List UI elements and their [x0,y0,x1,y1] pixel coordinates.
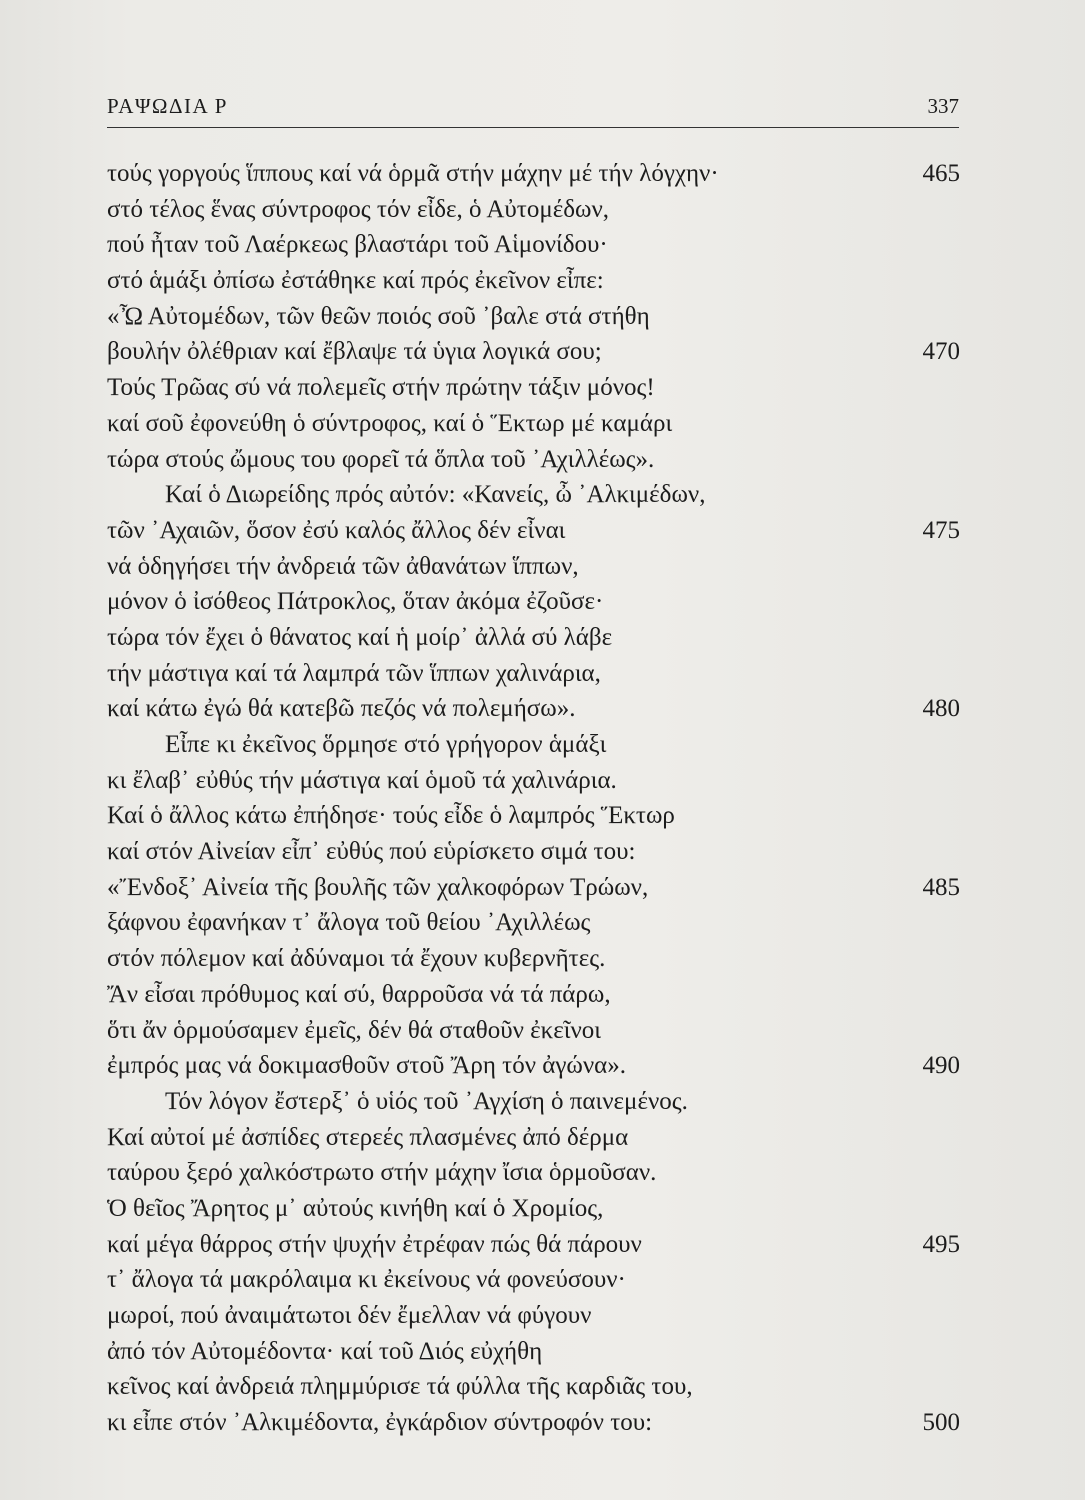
verse-line [107,763,960,799]
header-rule [107,127,959,128]
verse-line [107,334,960,370]
verse-text: Ὁ θεῖος Ἄρητος μ᾿ αὐτούς κινήθη καί ὁ Χρομίος, [107,1194,604,1222]
verse-text: καί μέγα θάρρος στήν ψυχήν ἐτρέφαν πώς θά πάρουν [107,1230,642,1258]
running-head: ΡΑΨΩΔΙΑ Ρ [107,94,228,118]
verse-text: ἀπό τόν Αὐτομέδοντα· καί τοῦ Διός εὐχήθη [107,1337,543,1365]
verse-line [107,406,960,442]
verse-line [107,1369,960,1405]
verse-text: ξάφνου ἐφανήκαν τ᾿ ἄλογα τοῦ θείου ᾿Αχιλλέως [107,909,591,937]
verse-text: πού ἦταν τοῦ Λαέρκεως βλαστάρι τοῦ Αἱμονίδου· [107,231,608,259]
verse-line [107,1155,960,1191]
verse-line [107,1120,960,1156]
verse-line [107,1298,960,1334]
verse-text: κι εἶπε στόν ᾿Αλκιμέδοντα, ἐγκάρδιον σύντροφόν του: [107,1409,653,1437]
verse-text: κι ἔλαβ᾿ εὐθύς τήν μάστιγα καί ὁμοῦ τά χαλινάρια. [107,766,617,794]
verse-block [107,156,960,1441]
line-number: 500 [922,1409,960,1437]
verse-line [107,1191,960,1227]
verse-line [107,941,960,977]
verse-line [107,1227,960,1263]
verse-line [107,513,960,549]
line-number: 495 [922,1230,960,1258]
verse-text: στό τέλος ἕνας σύντροφος τόν εἶδε, ὁ Αὐτομέδων, [107,195,610,223]
verse-text: Τούς Τρῶας σύ νά πολεμεῖς στήν πρώτην τάξιν μόνος! [107,374,655,402]
verse-line [107,227,960,263]
verse-text: τώρα στούς ὤμους του φορεῖ τά ὅπλα τοῦ ᾿Αχιλλέως». [107,445,655,473]
verse-text: Καί ὁ ἄλλος κάτω ἐπήδησε· τούς εἶδε ὁ λαμπρός Ἕκτωρ [107,802,675,830]
verse-line [107,620,960,656]
verse-text: ταύρου ξερό χαλκόστρωτο στήν μάχην ἴσια ὁρμοῦσαν. [107,1159,657,1187]
verse-line [107,477,960,513]
verse-line [107,834,960,870]
verse-line [107,1013,960,1049]
verse-line [107,1405,960,1441]
verse-line [107,370,960,406]
verse-line [107,1084,960,1120]
verse-line [107,263,960,299]
verse-line [107,192,960,228]
verse-line [107,905,960,941]
verse-text: καί σοῦ ἐφονεύθη ὁ σύντροφος, καί ὁ Ἕκτωρ μέ καμάρι [107,409,673,437]
verse-text: καί κάτω ἐγώ θά κατεβῶ πεζός νά πολεμήσω». [107,695,576,723]
verse-line [107,1048,960,1084]
verse-text: μωροί, πού ἀναιμάτωτοι δέν ἔμελλαν νά φύγουν [107,1302,592,1329]
page-number: 337 [927,94,959,118]
verse-line [107,656,960,692]
verse-text: καί στόν Αἰνείαν εἶπ᾿ εὐθύς πού εὑρίσκετο σιμά του: [107,838,636,866]
line-number: 475 [922,516,960,544]
verse-text: στό ἁμάξι ὀπίσω ἐστάθηκε καί πρός ἐκεῖνον εἶπε: [107,267,604,295]
verse-line [107,727,960,763]
line-number: 470 [922,338,960,366]
verse-line [107,299,960,335]
verse-text: τήν μάστιγα καί τά λαμπρά τῶν ἵππων χαλινάρια, [107,659,601,687]
verse-line [107,691,960,727]
verse-text: Εἶπε κι ἐκεῖνος ὅρμησε στό γρήγορον ἁμάξι [165,731,607,758]
line-number: 485 [922,873,960,901]
verse-text: «Ὦ Αὐτομέδων, τῶν θεῶν ποιός σοῦ ᾿βαλε στά στήθη [107,302,650,330]
verse-text: τ᾿ ἄλογα τά μακρόλαιμα κι ἐκείνους νά φονεύσουν· [107,1266,626,1294]
verse-line [107,156,960,192]
verse-text: τώρα τόν ἔχει ὁ θάνατος καί ἡ μοίρ᾿ ἀλλά σύ λάβε [107,623,613,651]
verse-text: ὅτι ἄν ὁρμούσαμεν ἐμεῖς, δέν θά σταθοῦν ἐκεῖνοι [107,1016,602,1044]
verse-text: βουλήν ὀλέθριαν καί ἔβλαψε τά ὑγια λογικά σου; [107,338,602,366]
verse-line [107,870,960,906]
line-number: 465 [922,160,960,187]
verse-text: «Ἔνδοξ᾿ Αἰνεία τῆς βουλῆς τῶν χαλκοφόρων Τρώων, [107,873,649,901]
verse-text: νά ὁδηγήσει τήν ἀνδρειά τῶν ἀθανάτων ἵππων, [107,552,579,580]
verse-text: τούς γοργούς ἵππους καί νά ὁρμᾶ στήν μάχην μέ τήν λόγχην· [107,160,719,187]
verse-line [107,584,960,620]
verse-line [107,1262,960,1298]
verse-line [107,442,960,478]
verse-text: τῶν ᾿Αχαιῶν, ὅσον ἐσύ καλός ἄλλος δέν εἶναι [107,516,566,544]
verse-text: Καί αὐτοί μέ ἀσπίδες στερεές πλασμένες ἀπό δέρμα [107,1123,629,1151]
verse-line [107,798,960,834]
verse-text: Τόν λόγον ἔστερξ᾿ ὁ υἱός τοῦ ᾿Αγχίση ὁ παινεμένος. [165,1087,688,1115]
verse-text: στόν πόλεμον καί ἀδύναμοι τά ἔχουν κυβερνῆτες. [107,945,606,973]
verse-line [107,977,960,1013]
verse-line [107,1334,960,1370]
line-number: 480 [922,695,960,723]
verse-text: κεῖνος καί ἀνδρειά πλημμύρισε τά φύλλα τῆς καρδιᾶς του, [107,1373,693,1401]
page-header [107,94,959,124]
verse-text: μόνον ὁ ἰσόθεος Πάτροκλος, ὅταν ἀκόμα ἐζοῦσε· [107,588,604,616]
line-number: 490 [922,1052,960,1080]
verse-line [107,549,960,585]
verse-text: ἐμπρός μας νά δοκιμασθοῦν στοῦ Ἄρη τόν ἀγώνα». [107,1052,627,1080]
verse-text: Καί ὁ Διωρείδης πρός αὐτόν: «Κανείς, ὦ ᾿Αλκιμέδων, [165,481,706,509]
verse-text: Ἄν εἶσαι πρόθυμος καί σύ, θαρροῦσα νά τά πάρω, [107,980,611,1008]
